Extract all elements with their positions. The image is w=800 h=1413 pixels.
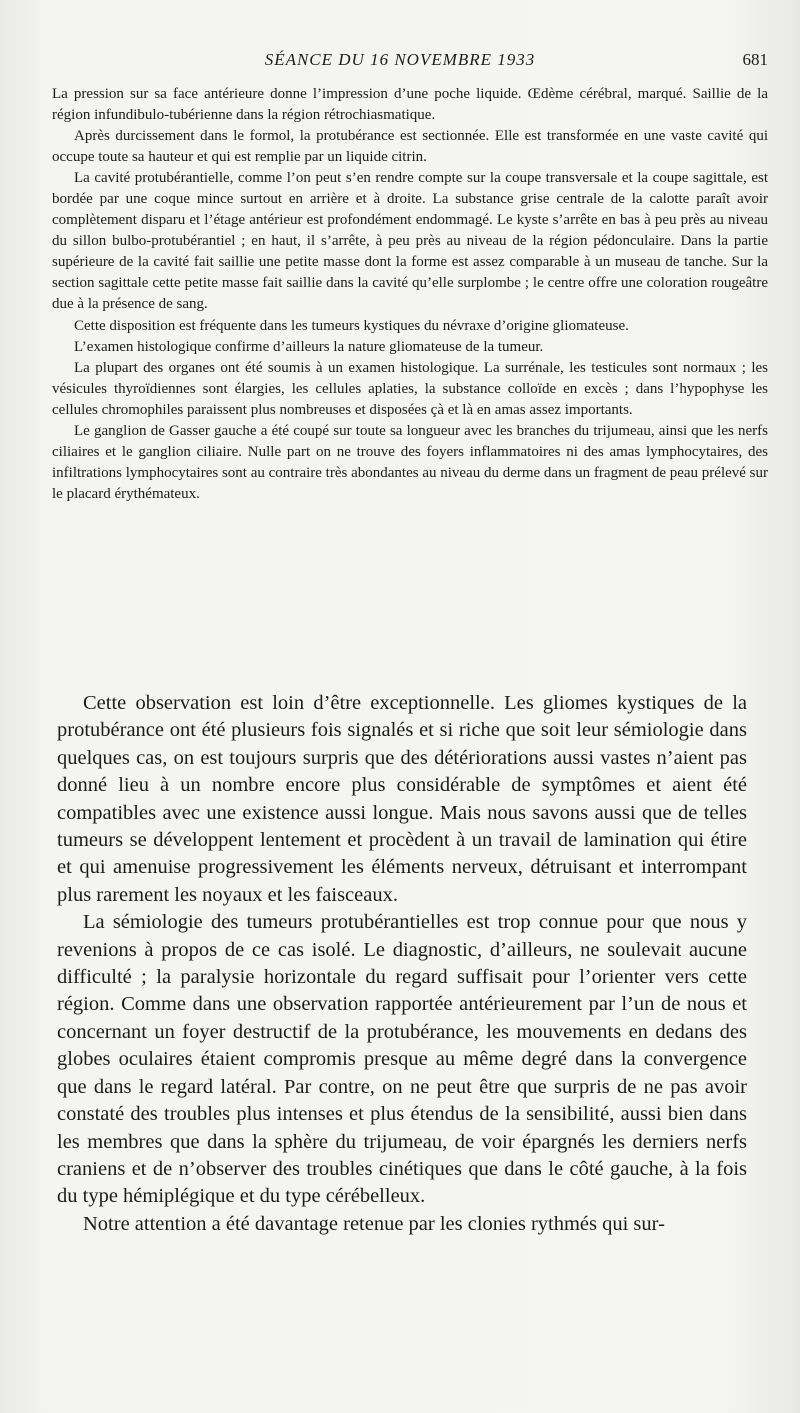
running-title: SÉANCE DU 16 NOVEMBRE 1933 <box>264 50 536 69</box>
paragraph: Après durcissement dans le formol, la protubérance est sectionnée. Elle est transformée en une vaste cavité qui occupe toute sa hauteur et qui est remplie par un liquide citrin. <box>52 128 768 166</box>
paragraph: Le ganglion de Gasser gauche a été coupé sur toute sa longueur avec les branches du trijumeau, ainsi que les nerfs ciliaires et le ganglion ciliaire. Nulle part on ne trouve des foyers inflammatoires ni des amas lymphocytaires, des infiltrations lymphocytaires sont au contraire très abondantes au niveau du derme dans un fragment de peau prélevé sur le placard érythémateux. <box>52 422 769 502</box>
case-report-section <box>52 84 768 505</box>
paragraph: Notre attention a été davantage retenue par les clonies rythmés qui sur- <box>83 1212 665 1235</box>
paragraph: La sémiologie des tumeurs protubérantielles est trop connue pour que nous y revenions à propos de ce cas isolé. Le diagnostic, d’ailleurs, ne soulevait aucune difficulté ; la paralysie horizontale du regard suffisait pour l’orienter vers cette région. Comme dans une observation rapportée antérieurement par l’un de nous et concernant un foyer destructif de la protubérance, les mouvements en dedans des globes oculaires étaient compromis presque au même degré dans la convergence que dans le regard latéral. Par contre, on ne peut être que surpris de ne pas avoir constaté des troubles plus intenses et plus étendus de la sensibilité, aussi bien dans les membres que dans la sphère du trijumeau, de voir épargnés les derniers nerfs craniens et de n’observer des troubles cinétiques que dans le côté gauche, à la fois du type hémiplégique et du type cérébelleux. <box>57 911 747 1208</box>
paragraph: La pression sur sa face antérieure donne l’impression d’une poche liquide. Œdème cérébral, marqué. Saillie de la région infundibulo-tubérienne dans la région rétrochiasmatique. <box>52 86 768 124</box>
page-number: 681 <box>742 50 768 69</box>
paragraph: La cavité protubérantielle, comme l’on peut s’en rendre compte sur la coupe transversale et la coupe sagittale, est bordée par une coque mince surtout en arrière et à droite. La substance grise centrale de la calotte paraît avoir complètement disparu et l’étage antérieur est profondément endommagé. Le kyste s’arrête en bas à peu près au niveau du sillon bulbo-protubérantiel ; en haut, il s’arrête, à peu près au niveau de la région pédonculaire. Dans la partie supérieure de la cavité fait saillie une petite masse dont la forme est assez comparable à un museau de tanche. Sur la section sagittale cette petite masse fait saillie dans la cavité qu’elle surplombe ; le centre offre une coloration rougeâtre due à la présence de sang. <box>52 170 768 313</box>
paragraph: Cette observation est loin d’être exceptionnelle. Les gliomes kystiques de la protubérance ont été plusieurs fois signalés et si riche que soit leur sémiologie dans quelques cas, on est toujours surpris que des détériorations aussi vastes n’aient pas donné lieu à un nombre encore plus considérable de symptômes et aient été compatibles avec une existence aussi longue. Mais nous savons aussi que de telles tumeurs se développent lentement et procèdent à un travail de lamination qui étire et qui amenuise progressivement les éléments nerveux, détruisant et interrompant plus rarement les noyaux et les faisceaux. <box>57 692 747 906</box>
discussion-section <box>57 690 747 1238</box>
paragraph: La plupart des organes ont été soumis à un examen histologique. La surrénale, les testicules sont normaux ; les vésicules thyroïdiennes sont élargies, les cellules aplaties, la substance colloïde en excès ; dans l’hypophyse les cellules chromophiles paraissent plus nombreuses et disposées çà et là en amas assez importants. <box>52 359 768 418</box>
page-header <box>0 50 800 76</box>
paragraph: Cette disposition est fréquente dans les tumeurs kystiques du névraxe d’origine gliomateuse. <box>74 317 629 334</box>
paragraph: L’examen histologique confirme d’ailleurs la nature gliomateuse de la tumeur. <box>74 338 544 355</box>
